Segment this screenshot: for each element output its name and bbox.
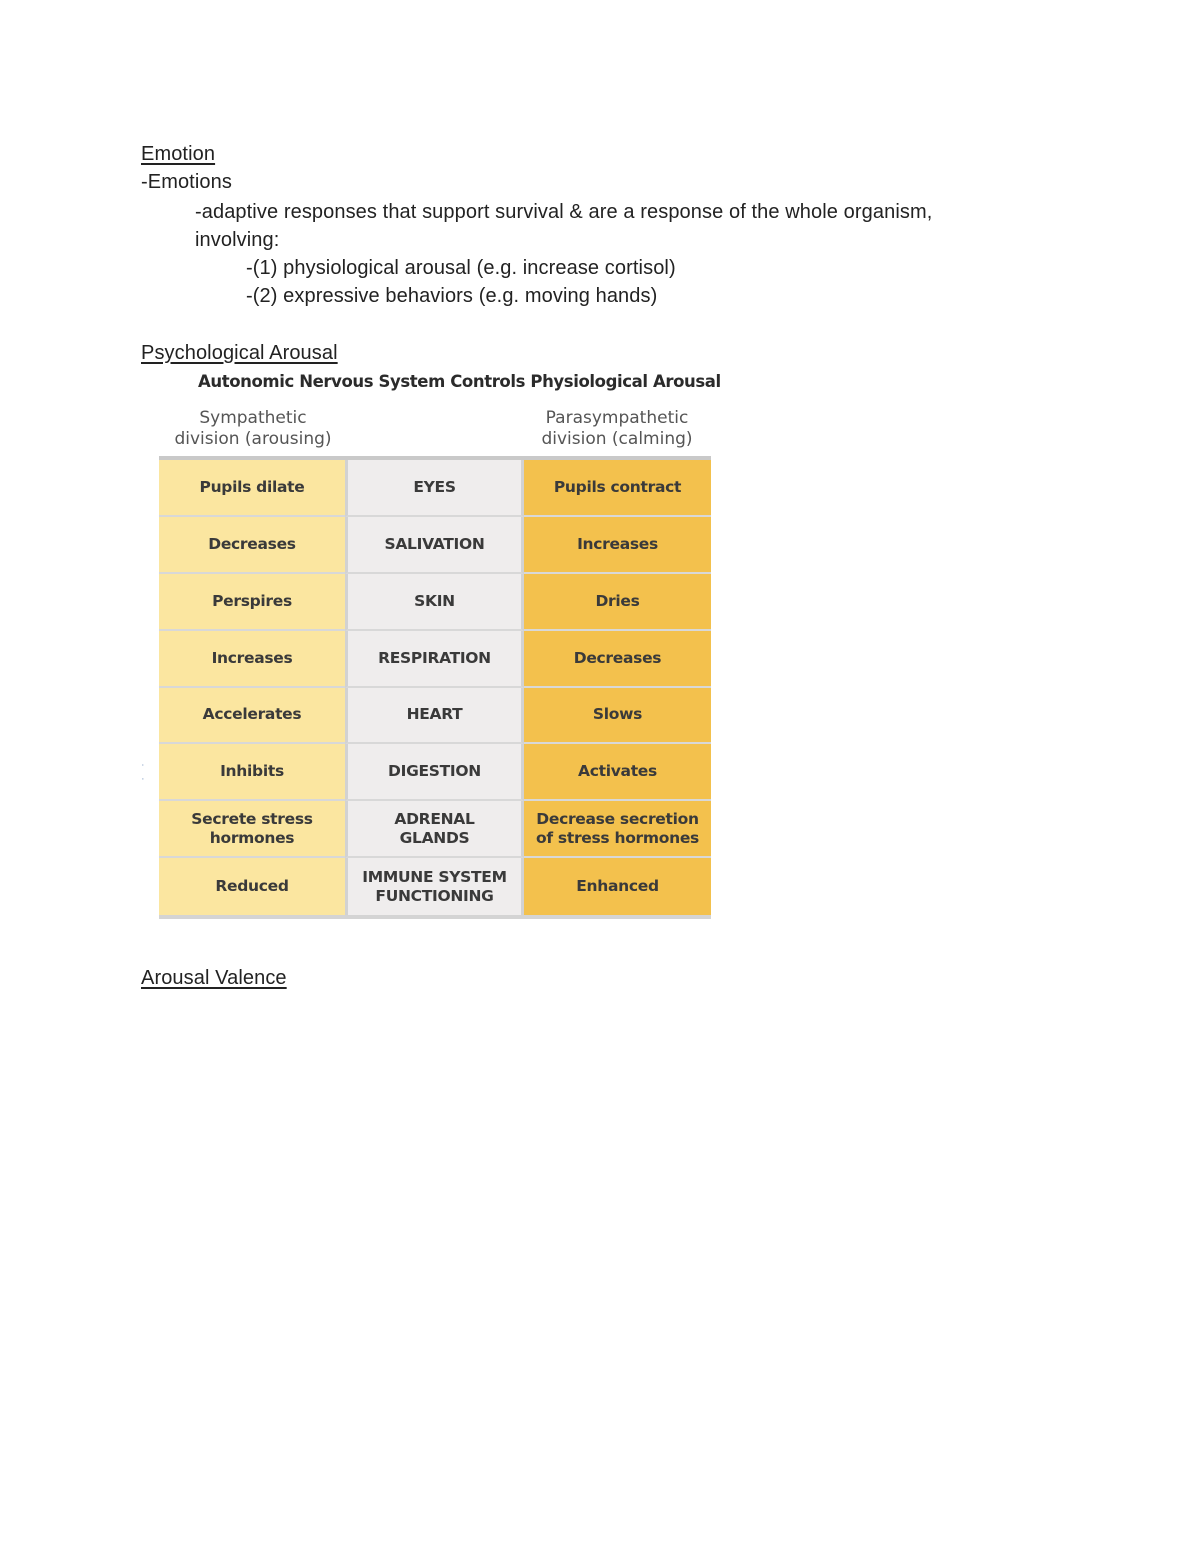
parasympathetic-column-header — [540, 408, 694, 450]
organ-cell: DIGESTION — [345, 744, 524, 801]
parasympathetic-cell: Decreases — [524, 631, 711, 688]
parasympathetic-label-line-1: Parasympathetic — [545, 408, 689, 428]
sympathetic-cell: Inhibits — [159, 744, 345, 801]
parasympathetic-cell: Enhanced — [524, 858, 711, 915]
organ-cell: SKIN — [345, 574, 524, 631]
organ-cell: HEART — [345, 688, 524, 745]
sympathetic-cell: Decreases — [159, 517, 345, 574]
organ-cell: SALIVATION — [345, 517, 524, 574]
sympathetic-cell: Secrete stress hormones — [159, 801, 345, 858]
sympathetic-cell: Accelerates — [159, 688, 345, 745]
arousal-valence-heading: Arousal Valence — [141, 967, 287, 989]
parasympathetic-cell: Pupils contract — [524, 460, 711, 517]
parasympathetic-cell: Increases — [524, 517, 711, 574]
organ-cell: ADRENAL GLANDS — [345, 801, 524, 858]
organ-cell: IMMUNE SYSTEM FUNCTIONING — [345, 858, 524, 915]
sympathetic-cell: Perspires — [159, 574, 345, 631]
parasympathetic-cell: Slows — [524, 688, 711, 745]
sympathetic-cell: Reduced — [159, 858, 345, 915]
definition-line-2: involving: — [195, 229, 280, 251]
parasympathetic-cell: Dries — [524, 574, 711, 631]
sympathetic-column-header — [174, 408, 332, 450]
sub-item-physiological: -(1) physiological arousal (e.g. increase cortisol) — [246, 257, 676, 279]
sub-item-expressive: -(2) expressive behaviors (e.g. moving hands) — [246, 285, 658, 307]
sympathetic-cell: Pupils dilate — [159, 460, 345, 517]
sympathetic-cell: Increases — [159, 631, 345, 688]
sympathetic-label-line-1: Sympathetic — [199, 408, 307, 428]
organ-cell: RESPIRATION — [345, 631, 524, 688]
parasympathetic-label-line-2: division (calming) — [541, 429, 693, 449]
autonomic-response-table — [159, 456, 711, 919]
parasympathetic-cell: Decrease secretion of stress hormones — [524, 801, 711, 858]
emotions-bullet: -Emotions — [141, 171, 232, 193]
parasympathetic-cell: Activates — [524, 744, 711, 801]
definition-line-1: -adaptive responses that support survival & are a response of the whole organism, — [195, 201, 933, 223]
psychological-arousal-heading: Psychological Arousal — [141, 342, 338, 364]
sympathetic-label-line-2: division (arousing) — [174, 429, 332, 449]
organ-cell: EYES — [345, 460, 524, 517]
margin-mark: ʿ · — [141, 763, 145, 785]
emotion-heading: Emotion — [141, 143, 216, 165]
figure-title: Autonomic Nervous System Controls Physiological Arousal — [198, 372, 721, 391]
